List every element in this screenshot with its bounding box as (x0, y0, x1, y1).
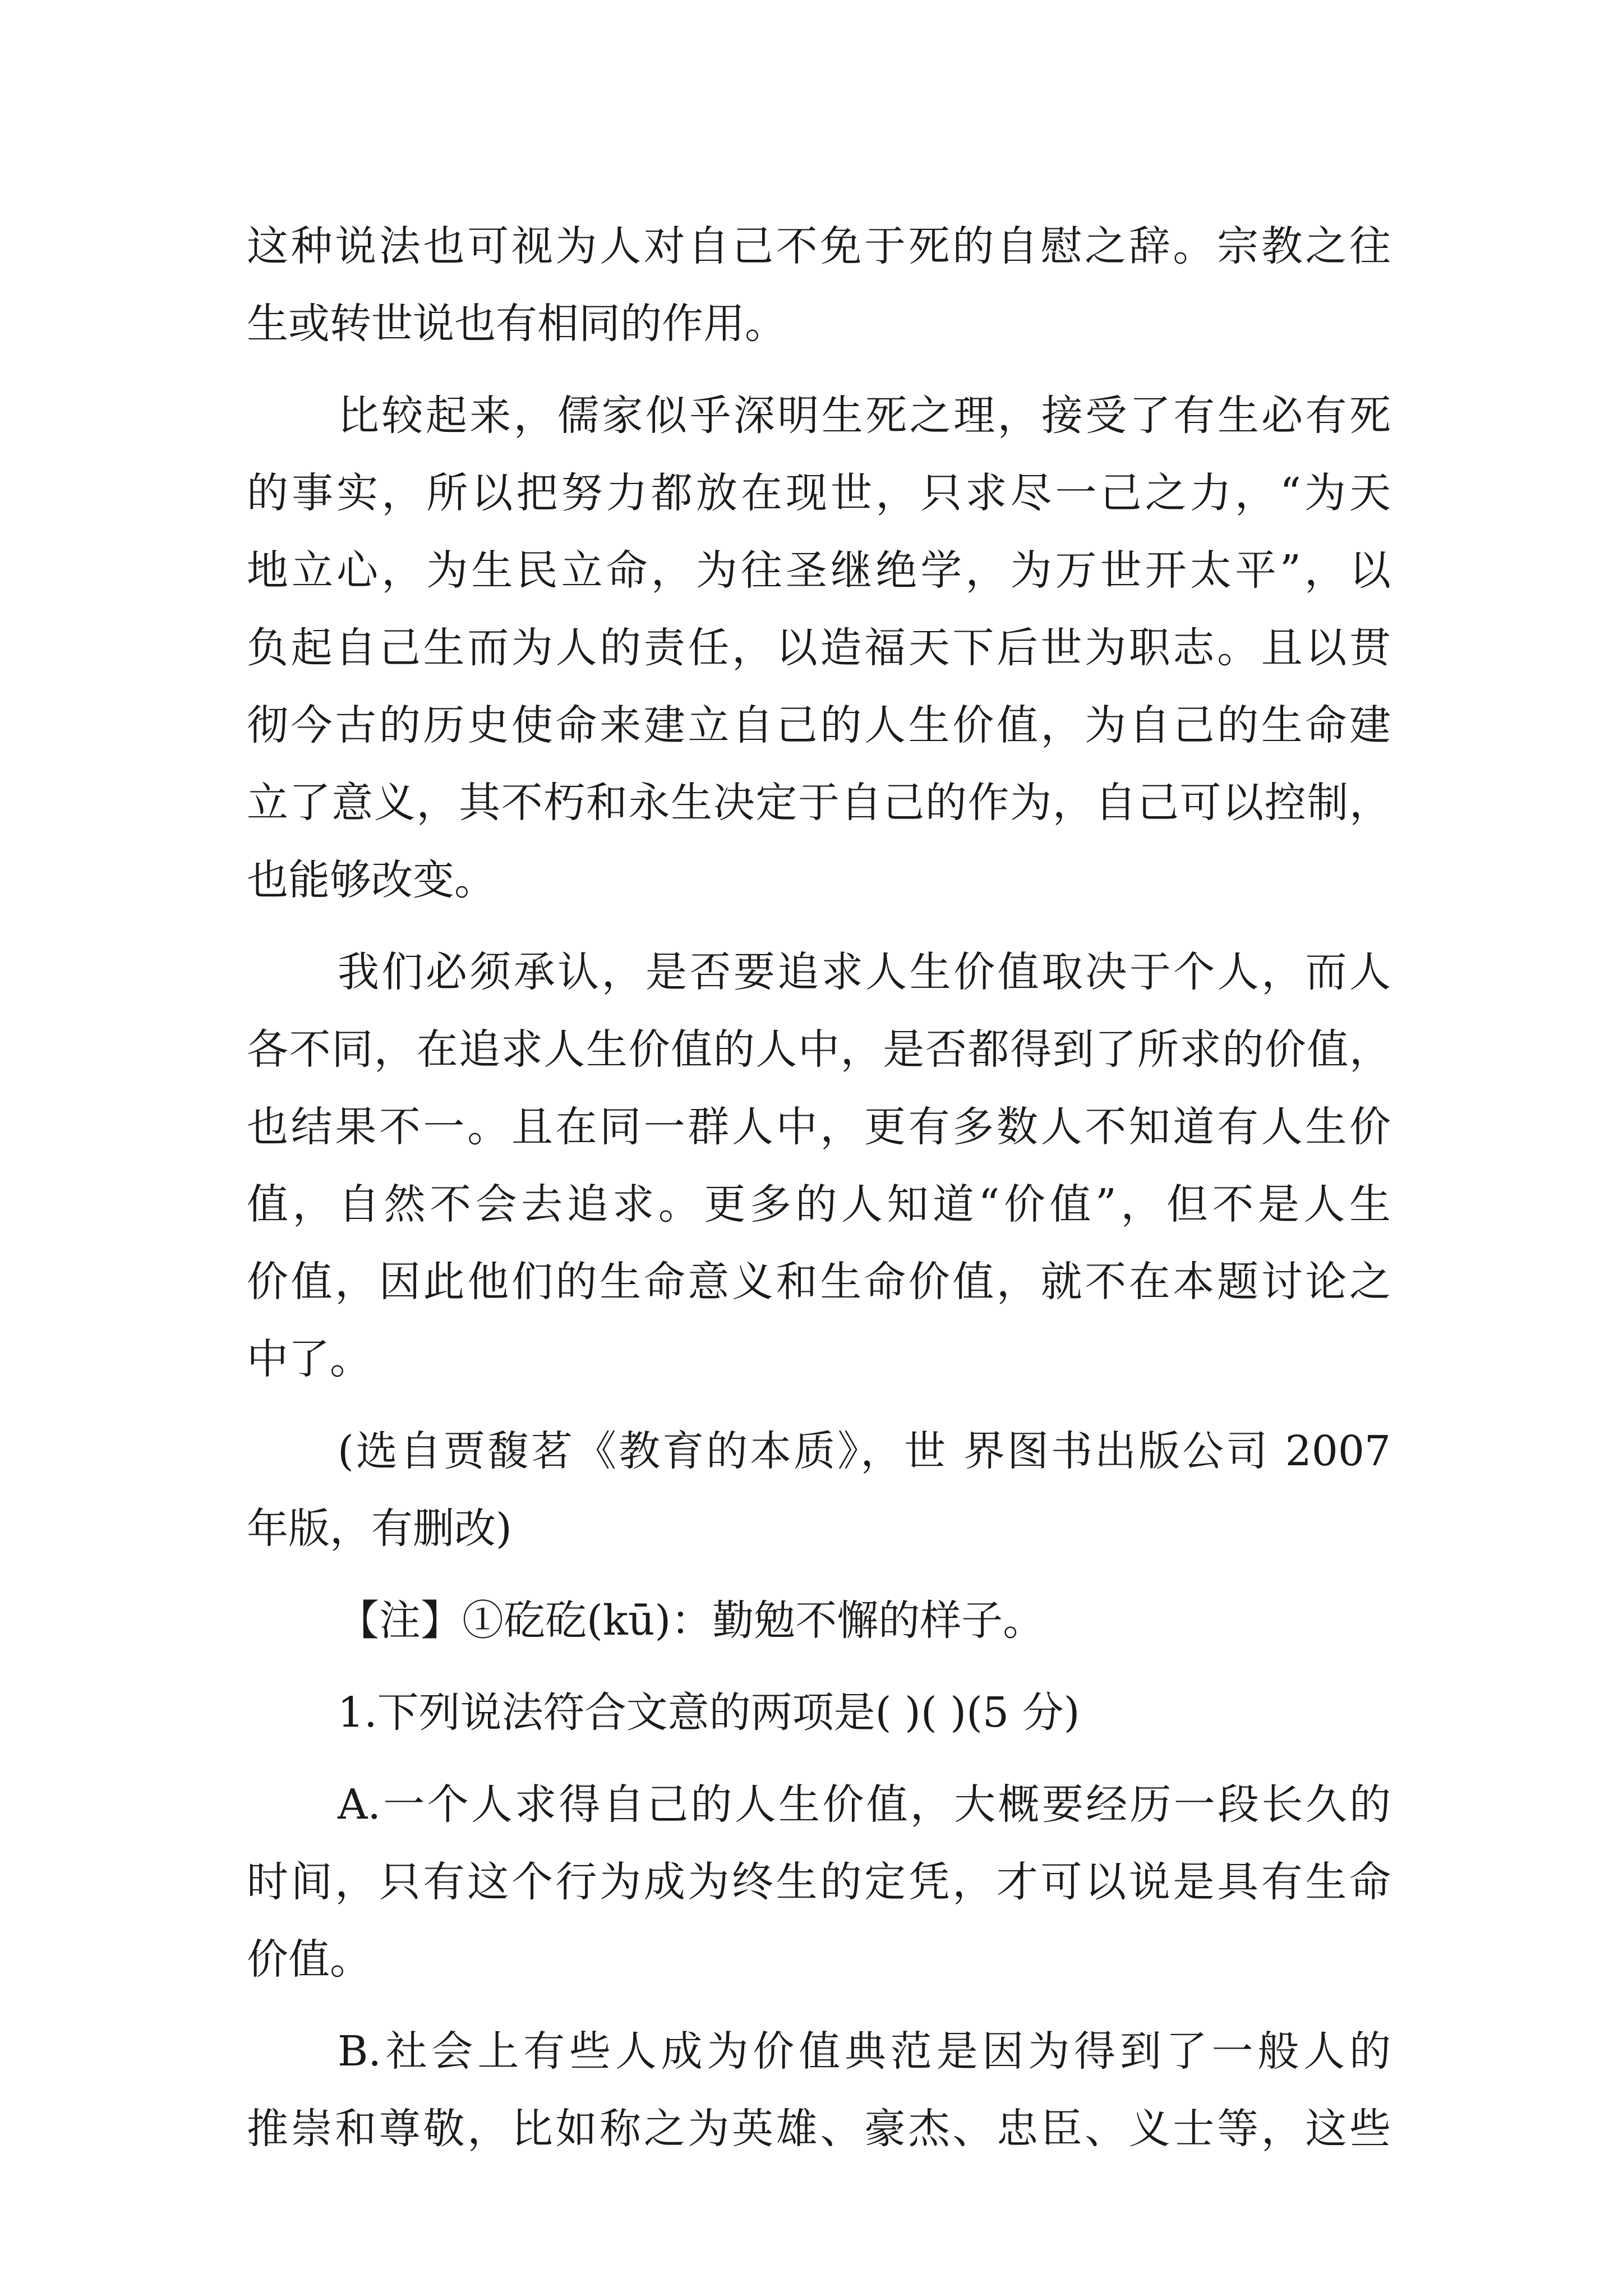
text-line: 这种说法也可视为人对自己不免于死的自慰之辞。宗教之往 (247, 222, 1391, 270)
text-line: A.一个人求得自己的人生价值，大概要经历一段长久的 (338, 1780, 1391, 1829)
text-line: 中了。 (247, 1335, 371, 1383)
text-line: B.社会上有些人成为价值典范是因为得到了一般人的 (338, 2027, 1391, 2076)
option-b (247, 2013, 1391, 2168)
text-line: 推崇和尊敬，比如称之为英雄、豪杰、忠臣、义士等，这些 (247, 2105, 1391, 2153)
source-citation (247, 1412, 1391, 1567)
text-line: 比较起来，儒家似乎深明生死之理，接受了有生必有死 (338, 392, 1391, 440)
text-line: 我们必须承认，是否要追求人生价值取决于个人，而人 (338, 948, 1391, 996)
paragraph-confucian (247, 377, 1391, 919)
question-text: 1.下列说法符合文意的两项是( )( )(5 分) (338, 1688, 1080, 1737)
text-line: 也能够改变。 (247, 856, 496, 904)
text-line: 立了意义，其不朽和永生决定于自己的作为，自己可以控制， (247, 779, 1391, 827)
text-line: 价值，因此他们的生命意义和生命价值，就不在本题讨论之 (247, 1258, 1391, 1306)
text-line: 生或转世说也有相同的作用。 (247, 300, 786, 348)
text-line: 彻今古的历史使命来建立自己的人生价值，为自己的生命建 (247, 701, 1391, 749)
text-line: 的事实，所以把努力都放在现世，只求尽一己之力，“为天 (247, 469, 1391, 517)
text-line: (选自贾馥茗《教育的本质》，世 界图书出版公司 2007 (338, 1427, 1391, 1475)
footnote (247, 1582, 1391, 1659)
text-line: 时间，只有这个行为成为终生的定凭，才可以说是具有生命 (247, 1858, 1391, 1906)
question-1 (247, 1674, 1391, 1751)
text-line: 年版，有删改) (247, 1504, 512, 1553)
text-line: 地立心，为生民立命，为往圣继绝学，为万世开太平”，以 (247, 546, 1391, 595)
text-line: 各不同，在追求人生价值的人中，是否都得到了所求的价值， (247, 1025, 1391, 1074)
text-line: 【注】①矻矻(kū)：勤勉不懈的样子。 (338, 1596, 1045, 1645)
document-page (247, 208, 1391, 2168)
text-line: 价值。 (247, 1935, 371, 1984)
text-line: 也结果不一。且在同一群人中，更有多数人不知道有人生价 (247, 1103, 1391, 1151)
option-a (247, 1766, 1391, 1998)
paragraph-acknowledgement (247, 933, 1391, 1398)
text-line: 值，自然不会去追求。更多的人知道“价值”，但不是人生 (247, 1180, 1391, 1228)
paragraph-continuation (247, 208, 1391, 362)
text-line: 负起自己生而为人的责任，以造福天下后世为职志。且以贯 (247, 624, 1391, 672)
